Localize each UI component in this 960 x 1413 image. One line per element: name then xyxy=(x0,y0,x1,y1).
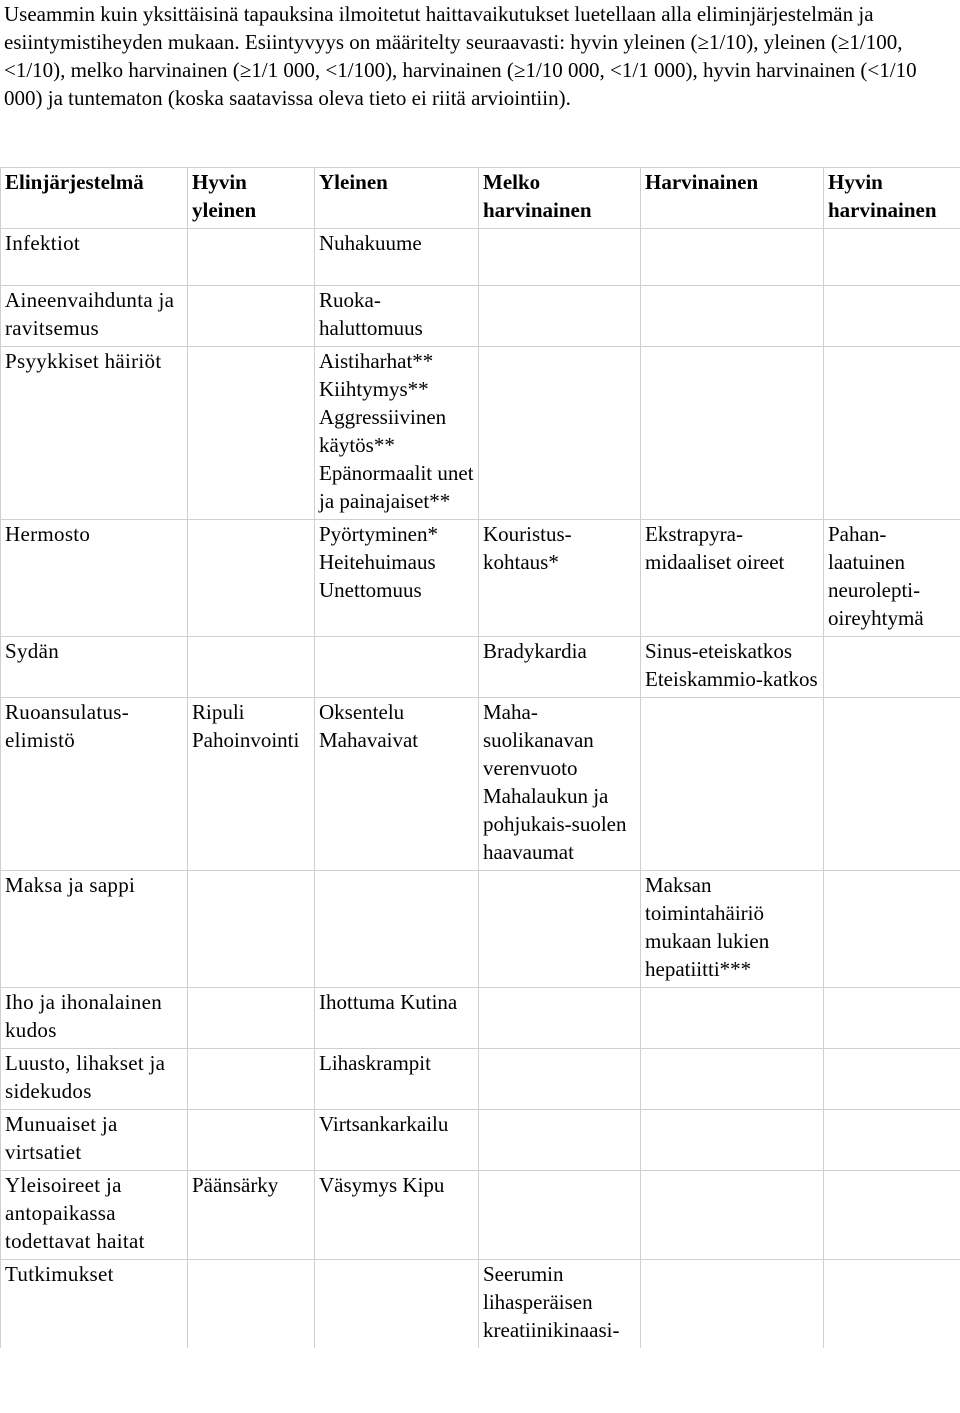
very-common-cell xyxy=(188,637,315,698)
header-uncommon: Melko harvinainen xyxy=(479,168,641,229)
very-common-cell xyxy=(188,1049,315,1110)
common-cell xyxy=(315,637,479,698)
very-common-cell xyxy=(188,520,315,637)
table-row xyxy=(1,1260,960,1349)
very-rare-cell xyxy=(824,698,960,871)
organ-system-cell: Munuaiset ja virtsatiet xyxy=(1,1110,188,1171)
rare-cell xyxy=(641,1260,824,1349)
rare-cell: Maksan toimintahäiriö mukaan lukien hepatiitti*** xyxy=(641,871,824,988)
very-rare-cell xyxy=(824,1260,960,1349)
table-row xyxy=(1,1110,960,1171)
very-common-cell xyxy=(188,229,315,286)
very-common-cell: Ripuli Pahoinvointi xyxy=(188,698,315,871)
rare-cell xyxy=(641,229,824,286)
very-common-cell xyxy=(188,871,315,988)
organ-system-cell: Ruoansulatus-elimistö xyxy=(1,698,188,871)
very-rare-cell xyxy=(824,286,960,347)
very-rare-cell xyxy=(824,347,960,520)
common-cell: Ihottuma Kutina xyxy=(315,988,479,1049)
rare-cell: Sinus-eteiskatkos Eteiskammio-katkos xyxy=(641,637,824,698)
table-row xyxy=(1,286,960,347)
common-cell: Aistiharhat** Kiihtymys** Aggressiivinen käytös** Epänormaalit unet ja painajaiset** xyxy=(315,347,479,520)
very-common-cell xyxy=(188,286,315,347)
uncommon-cell xyxy=(479,229,641,286)
common-cell: Ruoka-haluttomuus xyxy=(315,286,479,347)
table-row xyxy=(1,988,960,1049)
table-row xyxy=(1,1171,960,1260)
common-cell: Lihaskrampit xyxy=(315,1049,479,1110)
table-row xyxy=(1,347,960,520)
uncommon-cell xyxy=(479,1171,641,1260)
very-rare-cell xyxy=(824,1171,960,1260)
common-cell: Väsymys Kipu xyxy=(315,1171,479,1260)
common-cell xyxy=(315,871,479,988)
very-common-cell xyxy=(188,988,315,1049)
very-rare-cell xyxy=(824,871,960,988)
organ-system-cell: Aineenvaihdunta ja ravitsemus xyxy=(1,286,188,347)
common-cell: Pyörtyminen* Heitehuimaus Unettomuus xyxy=(315,520,479,637)
very-common-cell: Päänsärky xyxy=(188,1171,315,1260)
common-cell xyxy=(315,1260,479,1349)
very-rare-cell xyxy=(824,1049,960,1110)
organ-system-cell: Hermosto xyxy=(1,520,188,637)
very-common-cell xyxy=(188,1260,315,1349)
rare-cell xyxy=(641,347,824,520)
header-rare: Harvinainen xyxy=(641,168,824,229)
organ-system-cell: Sydän xyxy=(1,637,188,698)
table-row xyxy=(1,520,960,637)
uncommon-cell xyxy=(479,286,641,347)
uncommon-cell: Maha-suolikanavan verenvuoto Mahalaukun ja pohjukais-suolen haavaumat xyxy=(479,698,641,871)
common-cell: Virtsankarkailu xyxy=(315,1110,479,1171)
rare-cell xyxy=(641,286,824,347)
table-row xyxy=(1,637,960,698)
rare-cell xyxy=(641,1171,824,1260)
rare-cell xyxy=(641,988,824,1049)
uncommon-cell xyxy=(479,871,641,988)
organ-system-cell: Infektiot xyxy=(1,229,188,286)
table-header-row xyxy=(1,168,960,229)
intro-paragraph: Useammin kuin yksittäisinä tapauksina ilmoitetut haittavaikutukset luetellaan alla eliminjärjestelmän ja esiintymistiheyden mukaan. Esiintyvyys on määritelty seuraavasti: hyvin yleinen (≥1/10), yleinen (≥1/100, <1/10), melko harvinainen (≥1/1 000, <1/100), harvinainen (≥1/10 000, <1/1 000), hyvin harvinainen (<1/10 000) ja tuntematon (koska saatavissa oleva tieto ei riitä arviointiin). xyxy=(4,2,917,110)
header-common: Yleinen xyxy=(315,168,479,229)
uncommon-cell xyxy=(479,347,641,520)
common-cell: Oksentelu Mahavaivat xyxy=(315,698,479,871)
uncommon-cell: Kouristus-kohtaus* xyxy=(479,520,641,637)
header-organ-system: Elinjärjestelmä xyxy=(1,168,188,229)
rare-cell xyxy=(641,698,824,871)
common-cell: Nuhakuume xyxy=(315,229,479,286)
header-very-rare: Hyvin harvinainen xyxy=(824,168,960,229)
adverse-effects-table xyxy=(0,167,960,1348)
header-very-common: Hyvin yleinen xyxy=(188,168,315,229)
rare-cell xyxy=(641,1049,824,1110)
very-rare-cell xyxy=(824,1110,960,1171)
very-rare-cell: Pahan-laatuinen neurolepti-oireyhtymä xyxy=(824,520,960,637)
table-row xyxy=(1,871,960,988)
rare-cell xyxy=(641,1110,824,1171)
very-rare-cell xyxy=(824,229,960,286)
very-common-cell xyxy=(188,347,315,520)
table-row xyxy=(1,698,960,871)
organ-system-cell: Maksa ja sappi xyxy=(1,871,188,988)
uncommon-cell xyxy=(479,1049,641,1110)
organ-system-cell: Iho ja ihonalainen kudos xyxy=(1,988,188,1049)
table-row xyxy=(1,229,960,286)
rare-cell: Ekstrapyra-midaaliset oireet xyxy=(641,520,824,637)
uncommon-cell xyxy=(479,988,641,1049)
uncommon-cell: Seerumin lihasperäisen kreatiinikinaasi- xyxy=(479,1260,641,1349)
organ-system-cell: Yleisoireet ja antopaikassa todettavat haitat xyxy=(1,1171,188,1260)
uncommon-cell xyxy=(479,1110,641,1171)
uncommon-cell: Bradykardia xyxy=(479,637,641,698)
organ-system-cell: Tutkimukset xyxy=(1,1260,188,1349)
very-rare-cell xyxy=(824,988,960,1049)
organ-system-cell: Luusto, lihakset ja sidekudos xyxy=(1,1049,188,1110)
very-common-cell xyxy=(188,1110,315,1171)
very-rare-cell xyxy=(824,637,960,698)
organ-system-cell: Psyykkiset häiriöt xyxy=(1,347,188,520)
table-row xyxy=(1,1049,960,1110)
